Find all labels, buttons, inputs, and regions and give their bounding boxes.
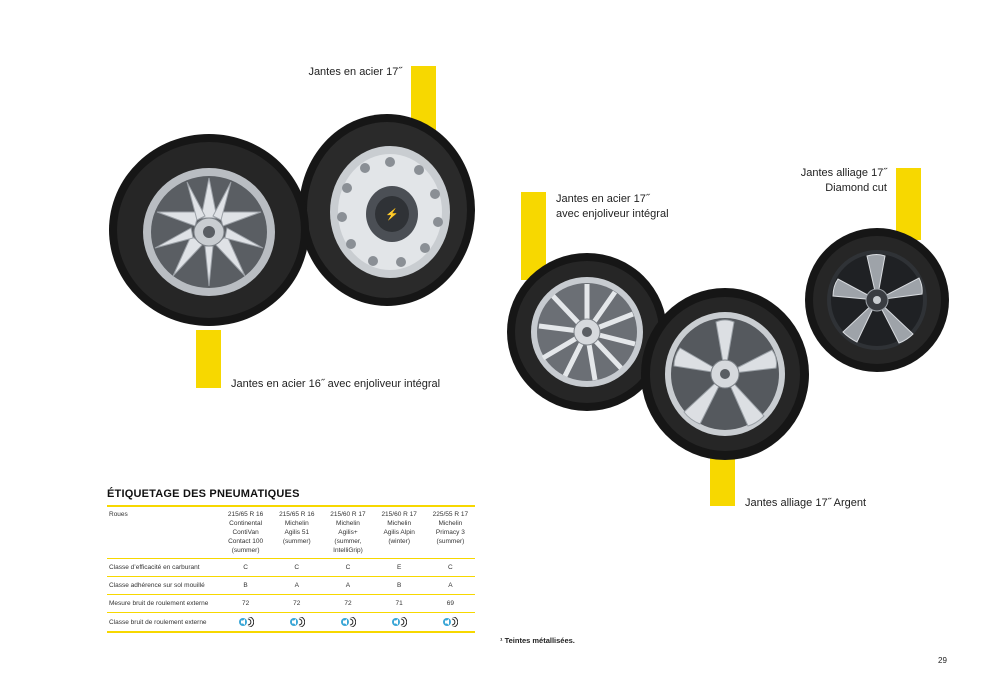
- table-row-noise-class: [107, 613, 475, 633]
- header-text: 215/65 R 16: [227, 511, 264, 518]
- caption-steel16-cover: Jantes en acier 16˝ avec enjoliveur intégral: [231, 378, 441, 390]
- table-cell: 71: [373, 595, 424, 613]
- table-cell: C: [270, 559, 321, 577]
- header-text: Agilis+: [338, 529, 358, 536]
- row-label: Classe d’efficacité en carburant: [107, 559, 219, 577]
- table-cell: 72: [270, 595, 321, 613]
- noise-class-icon: [289, 617, 305, 627]
- header-text: Contact 100: [228, 538, 264, 545]
- header-text: 215/60 R 17: [381, 511, 417, 518]
- header-col-4: [373, 507, 424, 559]
- table-cell: 72: [219, 595, 270, 613]
- table-cell: [424, 613, 475, 633]
- caption-steel17-cover-line2: avec enjoliveur intégral: [556, 208, 669, 220]
- table-cell: A: [424, 577, 475, 595]
- header-text: 215/65 R 16: [279, 511, 315, 518]
- table-row-noise-db: [107, 595, 475, 613]
- header-text: (summer,: [334, 538, 362, 545]
- noise-class-icon: [238, 617, 254, 627]
- table-row-fuel: [107, 559, 475, 577]
- table-cell: B: [219, 577, 270, 595]
- header-label: Roues: [109, 511, 128, 518]
- noise-class-icon: [391, 617, 407, 627]
- caption-alloy-diamond: [770, 166, 887, 196]
- accent-bar-steel16: [196, 330, 221, 388]
- wheel-alloy17-diamond-cut-image: [803, 226, 951, 374]
- row-label: Classe adhérence sur sol mouillé: [107, 577, 219, 595]
- table-cell: E: [373, 559, 424, 577]
- header-text: Agilis Alpin: [383, 529, 415, 536]
- caption-steel17-cover-line1: Jantes en acier 17˝: [556, 193, 650, 205]
- table-cell: C: [321, 559, 372, 577]
- header-text: Continental: [229, 520, 263, 527]
- table-cell: B: [373, 577, 424, 595]
- caption-steel17-cover: [556, 192, 706, 222]
- header-text: (winter): [388, 538, 410, 545]
- table-header-row: [107, 507, 475, 559]
- header-text: (summer): [231, 547, 260, 554]
- page-number: 29: [938, 656, 947, 665]
- table-cell: [270, 613, 321, 633]
- table-cell: A: [270, 577, 321, 595]
- row-label: Mesure bruit de roulement externe: [107, 595, 219, 613]
- table-cell: [321, 613, 372, 633]
- header-text: Michelin: [438, 520, 463, 527]
- header-col-3: [321, 507, 372, 559]
- header-text: IntelliGrip): [333, 547, 363, 554]
- header-text: Michelin: [387, 520, 412, 527]
- table-cell: [373, 613, 424, 633]
- table-cell: A: [321, 577, 372, 595]
- tyre-label-title: ÉTIQUETAGE DES PNEUMATIQUES: [107, 488, 475, 507]
- header-text: Agilis 51: [284, 529, 310, 536]
- header-text: 215/60 R 17: [330, 511, 366, 518]
- wheel-alloy17-silver-image: [638, 286, 812, 462]
- header-text: Michelin: [336, 520, 360, 527]
- wheel-steel17-alloy-look-image: [105, 130, 313, 330]
- header-col-5: [424, 507, 475, 559]
- caption-steel17: Jantes en acier 17˝: [308, 66, 402, 78]
- wheel-steel16-cover-image: [295, 110, 477, 310]
- table-cell: C: [424, 559, 475, 577]
- table-cell: C: [219, 559, 270, 577]
- tyre-label-table: [107, 507, 475, 633]
- row-label: Classe bruit de roulement externe: [107, 613, 219, 633]
- header-text: (summer): [282, 538, 311, 545]
- header-text: Primacy 3: [435, 529, 465, 536]
- header-col-1: [219, 507, 270, 559]
- table-cell: 72: [321, 595, 372, 613]
- caption-alloy-diamond-line1: Jantes alliage 17˝: [800, 167, 887, 179]
- noise-class-icon: [340, 617, 356, 627]
- header-text: 225/55 R 17: [432, 511, 469, 518]
- table-cell: 69: [424, 595, 475, 613]
- caption-alloy-silver: Jantes alliage 17˝ Argent: [745, 497, 867, 509]
- header-text: (summer): [436, 538, 465, 545]
- table-row-wet-grip: [107, 577, 475, 595]
- tyre-label-section: [107, 488, 475, 633]
- header-col-2: [270, 507, 321, 559]
- header-text: Michelin: [284, 520, 309, 527]
- footnote: ¹ Teintes métallisées.: [500, 636, 575, 645]
- noise-class-icon: [442, 617, 458, 627]
- header-text: ContiVan: [232, 529, 259, 536]
- table-cell: [219, 613, 270, 633]
- caption-alloy-diamond-line2: Diamond cut: [825, 182, 887, 194]
- svg-text:⚡: ⚡: [385, 209, 399, 221]
